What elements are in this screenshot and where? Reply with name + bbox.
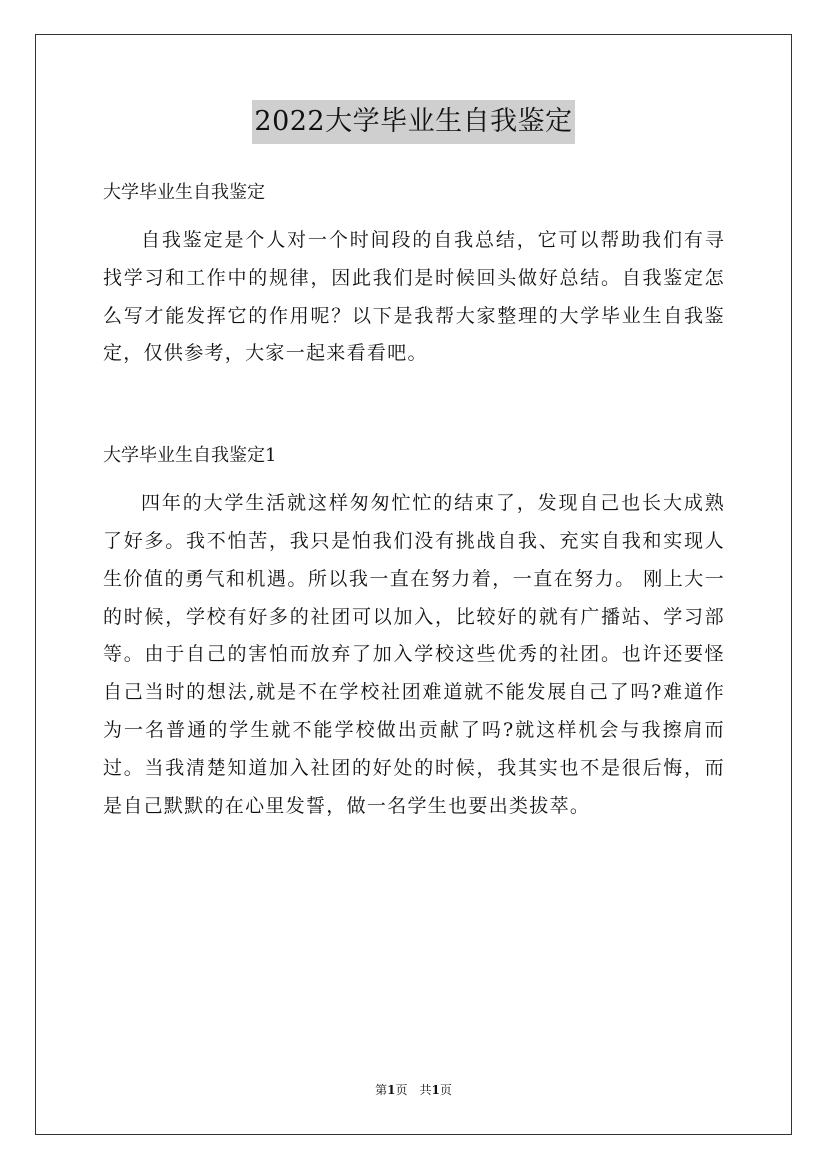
section-spacer	[103, 373, 725, 435]
page-suffix: 页	[439, 1083, 452, 1097]
document-body	[103, 172, 725, 825]
page-footer	[0, 1080, 827, 1100]
page-mid: 页 共	[395, 1083, 432, 1097]
intro-paragraph: 自我鉴定是个人对一个时间段的自我总结，它可以帮助我们有寻找学习和工作中的规律，因此我们是时候回头做好总结。自我鉴定怎么写才能发挥它的作用呢？以下是我帮大家整理的大学毕业生自我鉴定，仅供参考，大家一起来看看吧。	[103, 229, 725, 365]
current-page-number: 1	[387, 1083, 396, 1097]
title-container	[0, 100, 827, 144]
document-title: 2022大学毕业生自我鉴定	[252, 100, 574, 144]
total-pages-number: 1	[431, 1083, 440, 1097]
section-heading-1: 大学毕业生自我鉴定1	[103, 445, 277, 467]
section-1-paragraph: 四年的大学生活就这样匆匆忙忙的结束了，发现自己也长大成熟了好多。我不怕苦，我只是怕我们没有挑战自我、充实自我和实现人生价值的勇气和机遇。所以我一直在努力着，一直在努力。 刚上大一的时候，学校有好多的社团可以加入，比较好的就有广播站、学习部等。由于自己的害怕而放弃了加入学校这些优秀的社团。也许还要怪自己当时的想法,就是不在学校社团难道就不能发展自己了吗?难道作为一名普通的学生就不能学校做出贡献了吗?就这样机会与我擦肩而过。当我清楚知道加入社团的好处的时候，我其实也不是很后悔，而是自己默默的在心里发誓，做一名学生也要出类拔萃。	[103, 492, 725, 817]
section-heading-intro: 大学毕业生自我鉴定	[103, 182, 265, 203]
page-prefix: 第	[375, 1083, 388, 1097]
